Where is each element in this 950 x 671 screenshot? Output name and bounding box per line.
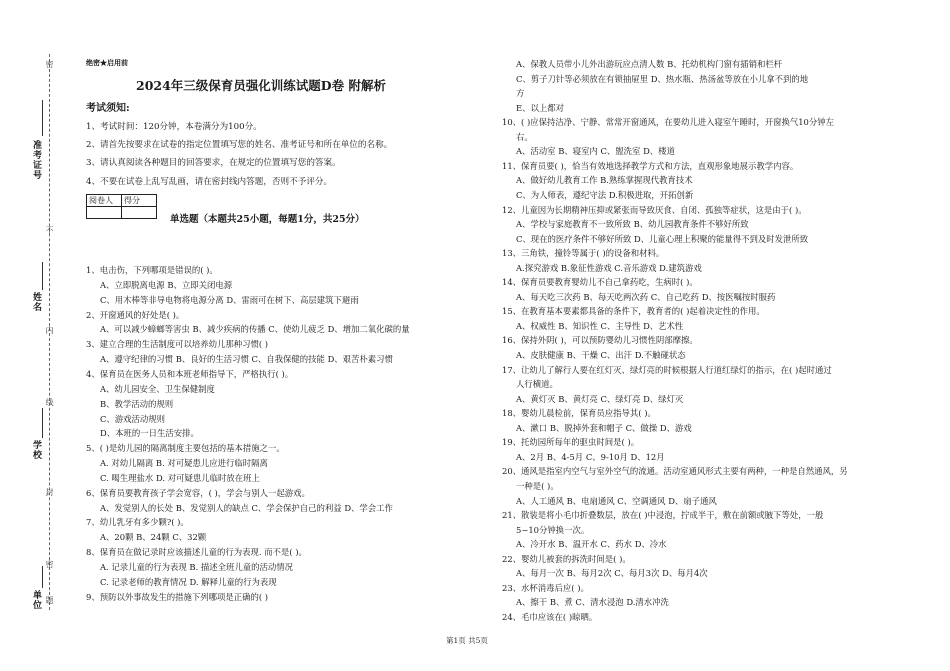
question-option: 5~10分钟换一次。 — [516, 524, 590, 535]
question-stem: 20、通风是指室内空气与室外空气的流通。活动室通风形式主要有两种，一种是自然通风，另 — [502, 466, 848, 477]
seal-mark: 题 — [45, 596, 54, 604]
question-stem: 19、托幼园所每年的驱虫时间是( )。 — [502, 437, 640, 448]
question-stem: 6、保育员要教育孩子学会宽容，( )，学会与别人一起游戏。 — [86, 487, 310, 498]
question-stem: 8、保育员在做记录时应该描述儿童的行为表现. 而不是( )。 — [86, 547, 307, 558]
seal-mark: 内 — [45, 326, 54, 334]
question-option: C. 喝生理盐水 D. 对可疑患儿临时放在班上 — [100, 472, 260, 483]
question-stem: 11、保育员要( )，恰当有效地选择教学方式和方法，直观形象地展示教学内容。 — [502, 160, 799, 171]
question-option: A. 记录儿童的行为表现 B. 描述全班儿童的活动情况 — [100, 562, 294, 572]
question-option: C、用木棒等非导电物将电源分离 D、雷雨可在树下、高层建筑下避雨 — [100, 294, 359, 305]
question-option: B、教学活动的规则 — [100, 398, 174, 409]
question-option: A、保教人员带小儿外出游玩应点清人数 B、托幼机构门窗有插销和栏杆 — [516, 59, 783, 69]
question-option: A、漱口 B、脱掉外套和帽子 C、做操 D、游戏 — [516, 422, 692, 433]
question-option: A. 对幼儿隔离 B. 对可疑患儿应进行临时隔离 — [100, 458, 268, 469]
unit-line — [42, 566, 43, 588]
question-stem: 14、保育员要教育婴幼儿不自己拿药吃，生病时( )。 — [502, 277, 698, 288]
question-option: 右。 — [516, 131, 533, 142]
question-stem: 23、水杯消毒后应( )。 — [502, 582, 589, 593]
question-option: A、活动室 B、寝室内 C、盥洗室 D、楼道 — [516, 146, 675, 157]
admission-number-label: 准考证号 — [31, 140, 41, 180]
page-title: 2024年三级保育员强化训练试题D卷 附解析 — [136, 78, 386, 93]
question-option: C、为人师表，遵纪守法 D.积极进取，开拓创新 — [516, 189, 694, 200]
question-option: D、本班的一日生活安排。 — [100, 428, 199, 439]
seal-mark: 封 — [45, 488, 54, 496]
question-stem: 10、( )应保持洁净、宁静、常常开窗通风，在要幼儿进入寝室午睡时，开窗换气10分钟左 — [502, 117, 835, 128]
question-stem: 15、在教育基本要素都具备的条件下，教育者的( )起着决定性的作用。 — [502, 306, 765, 317]
question-stem: 24、毛巾应该在( )晾晒。 — [502, 611, 598, 622]
question-option: A、擦干 B、煮 C、清水浸泡 D.清水冲洗 — [516, 597, 669, 608]
grader-header: 阅卷人 — [87, 195, 122, 207]
question-option: A、立即脱离电源 B、立即关闭电源 — [100, 279, 233, 290]
seal-mark: 密 — [45, 60, 54, 68]
question-option: 人行横道。 — [516, 379, 558, 390]
question-option: 一种是( )。 — [516, 480, 559, 491]
question-option: A、发觉别人的长处 B、发觉别人的缺点 C、学会保护自己的利益 D、学会工作 — [100, 502, 393, 513]
grader-cell[interactable] — [87, 207, 122, 219]
question-stem: 1、电击伤，下列哪项是错误的( )。 — [86, 265, 218, 275]
question-stem: 12、儿童因为长期精神压抑或紧张而导致厌食、自闭、孤独等症状，这是由于( )。 — [502, 204, 807, 215]
question-stem: 2、开窗通风的好处是( )。 — [86, 309, 185, 320]
notice-item: 1、考试时间：120分钟，本卷满分为100分。 — [86, 122, 262, 132]
question-stem: 17、让幼儿了解行人要在红灯灭、绿灯亮的时候根据人行道红绿灯的指示，在( )起时通过 — [502, 364, 832, 375]
question-option: A.探究游戏 B.象征性游戏 C.音乐游戏 D.建筑游戏 — [516, 262, 702, 273]
question-option: E、以上都对 — [516, 102, 564, 113]
question-option: A、皮肤健康 B、干燥 C、出汗 D.不触碰状态 — [516, 350, 686, 360]
section-title: 单选题（本题共25小题，每题1分，共25分） — [170, 214, 365, 225]
question-option: A、做好幼儿教育工作 B.熟练掌握现代教育技术 — [516, 175, 693, 186]
unit-label: 单位 — [31, 590, 41, 610]
question-option: A、可以减少蟑螂等害虫 B、减少疾病的传播 C、使幼儿疲乏 D、增加二氧化碳的量 — [100, 324, 410, 335]
admission-number-line — [42, 100, 43, 136]
question-option: C、游戏活动规则 — [100, 413, 166, 424]
question-option: A、冷开水 B、温开水 C、药水 D、冷水 — [516, 539, 667, 550]
question-option: C. 记录老师的教育情况 D. 解释儿童的行为表现 — [100, 576, 277, 587]
question-stem: 3、建立合理的生活制度可以培养幼儿那种习惯( ) — [86, 339, 269, 350]
seal-mark: 不 — [45, 226, 54, 234]
name-line — [42, 262, 43, 290]
question-option: A、每月一次 B、每月2次 C、每月3次 D、每月4次 — [516, 568, 708, 579]
notice-heading: 考试须知: — [86, 103, 130, 114]
question-stem: 4、保育员在医务人员和本班老师指导下，严格执行( )。 — [86, 368, 294, 379]
question-option: A、20颗 B、24颗 C、32颗 — [100, 532, 207, 543]
question-stem: 13、三角铁，撞铃等属于( )的设备和材料。 — [502, 248, 665, 259]
seal-mark: 线 — [45, 398, 54, 406]
question-stem: 9、预防以外事故发生的措施下列哪项是正确的( ) — [86, 591, 269, 602]
score-cell[interactable] — [122, 207, 157, 219]
question-option: C、剪子刀针等必须放在有锁抽屉里 D、热水瓶、热汤盆等放在小儿拿不到的地 — [516, 73, 809, 84]
school-line — [42, 408, 43, 438]
question-stem: 5、( )是幼儿园的隔离制度主要包括的基本措施之一。 — [86, 443, 285, 454]
question-option: A、人工通风 B、电扇通风 C、空调通风 D、扇子通风 — [516, 495, 717, 506]
question-option: A、每天吃三次药 B、每天吃两次药 C、自己吃药 D、按医嘱按时服药 — [516, 291, 776, 302]
question-stem: 18、婴幼儿晨检前，保育员应指导其( )。 — [502, 408, 656, 419]
question-option: 方 — [516, 88, 525, 99]
question-option: A、遵守纪律的习惯 B、良好的生活习惯 C、自我保健的技能 D、艰苦朴素习惯 — [100, 354, 393, 365]
question-stem: 21、散装是将小毛巾折叠数层，放在( )中浸泡，拧成半干，敷在前额或腋下等处，一般 — [502, 510, 824, 521]
secret-label: 绝密★启用前 — [86, 58, 128, 67]
question-option: A、黄灯灭 B、黄灯亮 C、绿灯亮 D、绿灯灭 — [516, 393, 684, 404]
question-option: A、2月 B、4-5月 C、9-10月 D、12月 — [516, 451, 665, 462]
question-option: A、学校与家庭教育不一致所致 B、幼儿园教育条件不够好所致 — [516, 219, 749, 230]
question-option: A、幼儿园安全、卫生保健制度 — [100, 383, 215, 394]
question-option: A、权威性 B、知识性 C、主导性 D、艺术性 — [516, 320, 684, 331]
name-label: 姓名 — [31, 292, 41, 312]
question-stem: 7、幼儿乳牙有多少颗?( )。 — [86, 517, 189, 528]
question-stem: 16、保持外阴( )，可以预防婴幼儿习惯性阴部摩擦。 — [502, 335, 698, 346]
score-table — [86, 194, 157, 219]
school-label: 学校 — [31, 440, 41, 460]
question-stem: 22、婴幼儿被套的拆洗时间是( )。 — [502, 553, 631, 564]
seal-mark: 密 — [45, 560, 54, 568]
score-header: 得分 — [122, 195, 157, 207]
notice-item: 3、请认真阅读各种题目的回答要求，在规定的位置填写您的答案。 — [86, 158, 341, 168]
page-footer: 第1页 共5页 — [446, 636, 488, 645]
question-option: C、现在的医疗条件不够好所致 D、儿童心理上积聚的能量得不到及时发泄所致 — [516, 233, 809, 244]
notice-item: 2、请首先按要求在试卷的指定位置填写您的姓名、准考证号和所在单位的名称。 — [86, 140, 393, 150]
notice-item: 4、不要在试卷上乱写乱画，请在密封线内答题，否则不予评分。 — [86, 177, 333, 187]
